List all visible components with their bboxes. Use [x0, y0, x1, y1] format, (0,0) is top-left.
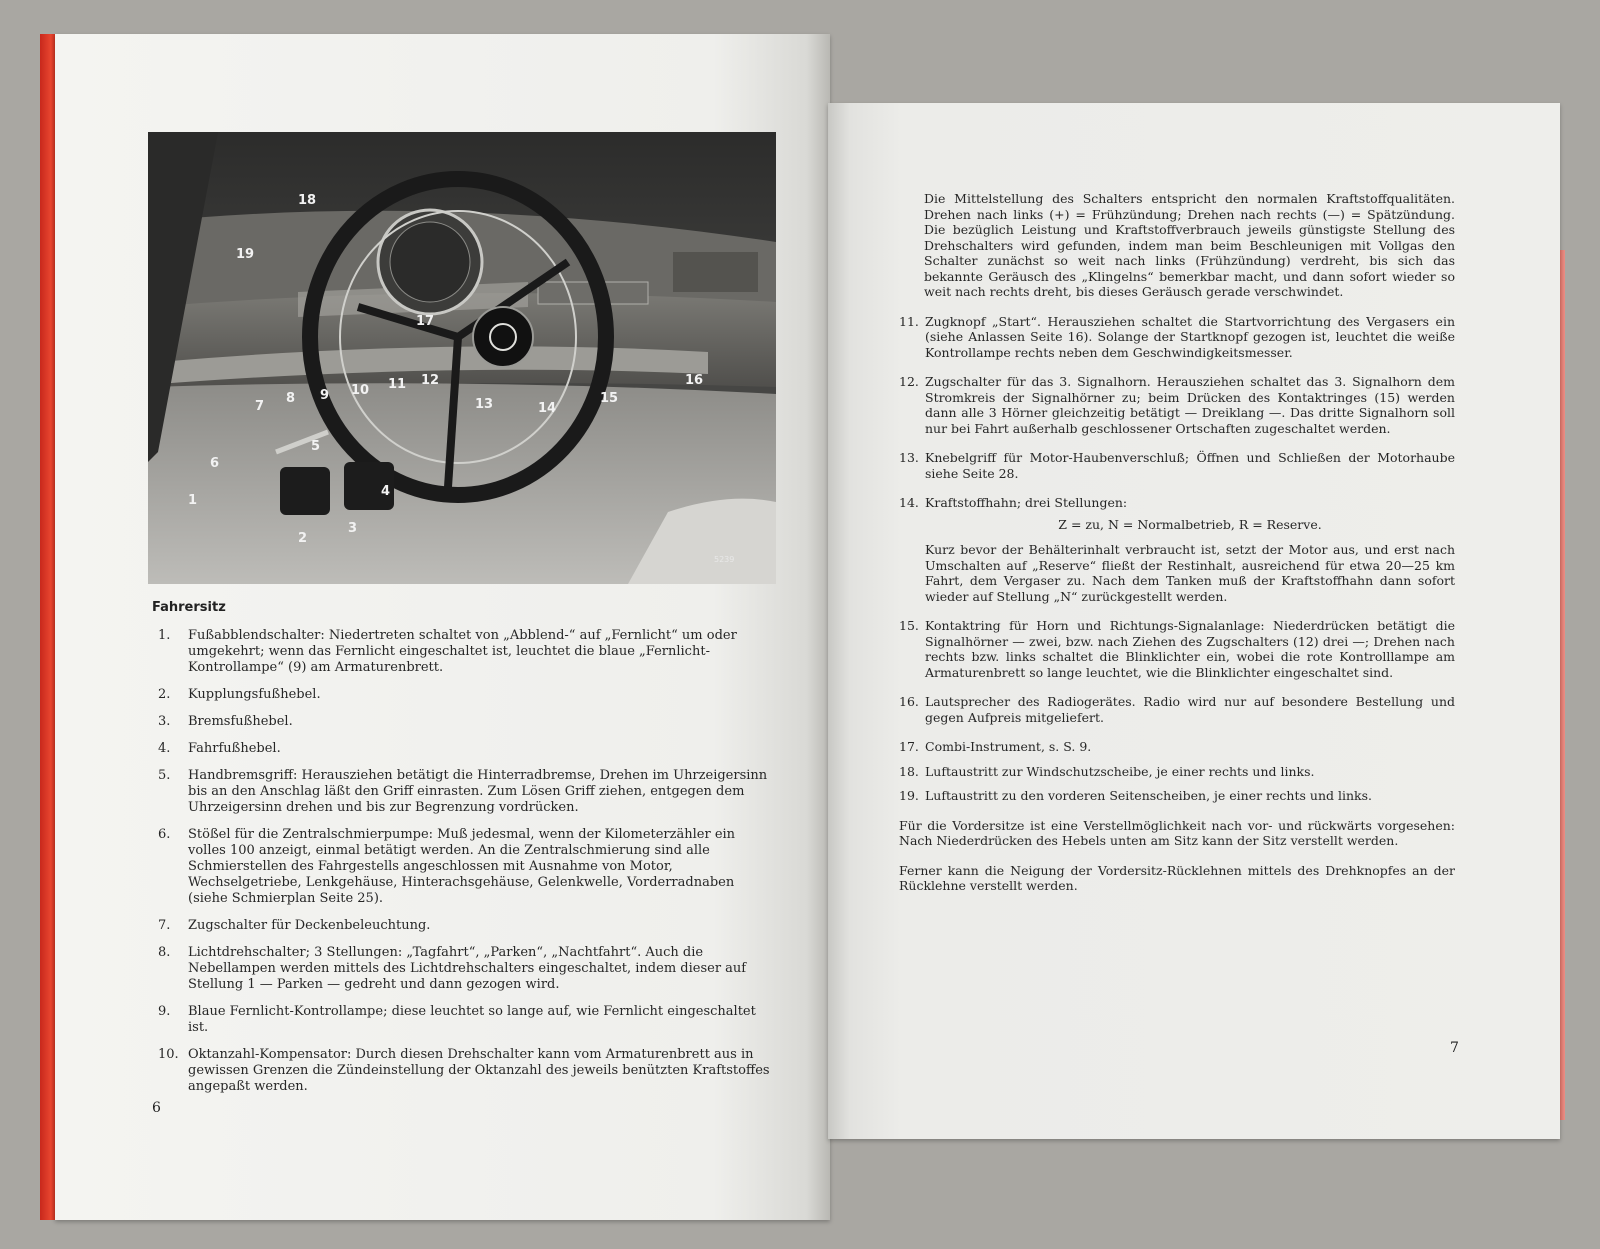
list-item	[158, 741, 776, 757]
item-text: Combi-Instrument, s. S. 9.	[925, 739, 1092, 754]
item-text: Zugschalter für Deckenbeleuchtung.	[188, 918, 431, 933]
item-text: Kontaktring für Horn und Richtungs-Signalanlage: Niederdrücken betätigt die Signalhörner — zwei, bzw. nach Ziehen des Zugschalters (12) drei —; Drehen nach rechts bzw. links schaltet die Blinklichter ein, wobei die rote Kontrolllampe am Armaturenbrett so lange leuchtet, wie die Blinklichter eingeschaltet sind.	[925, 618, 1455, 680]
list-item	[899, 739, 1455, 755]
pedal-clutch	[280, 467, 330, 515]
photo-code: 5239	[714, 555, 735, 564]
item-text: Blaue Fernlicht-Kontrollampe; diese leuchtet so lange auf, wie Fernlicht eingeschaltet ist.	[188, 1004, 756, 1035]
callout-4: 4	[381, 484, 391, 499]
callout-18: 18	[298, 193, 317, 208]
callout-9: 9	[320, 388, 330, 403]
item-text: Fußabblendschalter: Niedertreten schaltet von „Abblend-“ auf „Fernlicht“ um oder umgekehrt; wenn das Fernlicht eingeschaltet ist, leuchtet die blaue „Fernlicht-Kontrollampe“ (9) am Armaturenbrett.	[188, 628, 737, 675]
item-text: Luftaustritt zu den vorderen Seitenscheiben, je einer rechts und links.	[925, 788, 1372, 803]
item-text: Kraftstoffhahn; drei Stellungen:	[925, 495, 1128, 510]
item-number: 9.	[158, 1004, 171, 1019]
item-text: Handbremsgriff: Herausziehen betätigt die Hinterradbremse, Drehen im Uhrzeigersinn bis an den Anschlag läßt den Griff einrasten. Zum Lösen Griff ziehen, entgegen dem Uhrzeigersinn drehen und bis zur Begrenzung vordrücken.	[188, 768, 768, 815]
left-item-list	[158, 628, 776, 1106]
callout-2: 2	[298, 531, 308, 546]
list-item	[158, 918, 776, 934]
item-text: Fahrfußhebel.	[188, 741, 281, 756]
item-number: 4.	[158, 741, 171, 756]
page-number-left: 6	[152, 1100, 161, 1116]
list-item	[899, 694, 1455, 725]
speaker-grille	[673, 252, 758, 292]
list-item	[158, 1004, 776, 1036]
section-heading: Fahrersitz	[152, 600, 226, 615]
item-number: 16.	[899, 694, 919, 709]
fuel-tap-note: Kurz bevor der Behälterinhalt verbraucht ist, setzt der Motor aus, und erst nach Umschalten auf „Reserve“ fließt der Restinhalt, ausreichend für etwa 20—25 km Fahrt, dem Vergaser zu. Nach dem Tanken muß der Kraftstoffhahn dann sofort wieder auf Stellung „N“ zurückgestellt werden.	[925, 542, 1455, 604]
item-number: 2.	[158, 687, 171, 702]
list-item	[158, 768, 776, 816]
list-item	[158, 628, 776, 676]
item-number: 13.	[899, 450, 919, 465]
list-item	[899, 450, 1455, 481]
outro-paragraph-2: Ferner kann die Neigung der Vordersitz-Rücklehnen mittels des Drehknopfes an der Rücklehne verstellt werden.	[899, 862, 1455, 893]
speedometer-face	[390, 222, 470, 302]
fuel-tap-positions: Z = zu, N = Normalbetrieb, R = Reserve.	[1058, 516, 1322, 532]
item-text: Stößel für die Zentralschmierpumpe: Muß jedesmal, wenn der Kilometerzähler ein volles 100 anzeigt, einmal betätigt werden. An die Zentralschmierung sind alle Schmierstellen des Fahrgestells angeschlossen mit Ausnahme von Motor, Wechselgetriebe, Lenkgehäuse, Hinterachsgehäuse, Gelenkwelle, Vorderradnaben (siehe Schmierplan Seite 25).	[188, 827, 736, 906]
item-number: 15.	[899, 618, 919, 633]
outro-paragraph-1: Für die Vordersitze ist eine Verstellmöglichkeit nach vor- und rückwärts vorgesehen: Nach Niederdrücken des Hebels unten am Sitz kann der Sitz verstellt werden.	[899, 817, 1455, 848]
list-item	[158, 827, 776, 907]
item-text: Lautsprecher des Radiogerätes. Radio wird nur auf besondere Bestellung und gegen Aufpreis mitgeliefert.	[925, 694, 1455, 725]
item-text: Bremsfußhebel.	[188, 714, 293, 729]
item-number: 5.	[158, 768, 171, 783]
list-item	[899, 495, 1455, 511]
list-item	[899, 618, 1455, 680]
item-text: Zugknopf „Start“. Herausziehen schaltet die Startvorrichtung des Vergasers ein (siehe Anlassen Seite 16). Solange der Startknopf gezogen ist, leuchtet die weiße Kontrollampe rechts neben dem Geschwindigkeitsmesser.	[925, 313, 1455, 360]
item-number: 19.	[899, 788, 919, 803]
callout-15: 15	[600, 391, 619, 406]
item-number: 8.	[158, 945, 171, 960]
item-number: 6.	[158, 827, 171, 842]
list-item	[158, 945, 776, 993]
callout-19: 19	[236, 247, 255, 262]
callout-17: 17	[416, 314, 435, 329]
callout-1: 1	[188, 493, 198, 508]
item-number: 17.	[899, 739, 919, 754]
item-text: Oktanzahl-Kompensator: Durch diesen Drehschalter kann vom Armaturenbrett aus in gewissen Grenzen die Zündeinstellung der Oktanzahl des jeweils benützten Kraftstoffes angepaßt werden.	[188, 1047, 770, 1094]
list-item	[158, 1047, 776, 1095]
page-number-right: 7	[1450, 1040, 1459, 1056]
item-number: 3.	[158, 714, 171, 729]
callout-5: 5	[311, 439, 321, 454]
list-item	[899, 788, 1455, 804]
item-text: Zugschalter für das 3. Signalhorn. Herausziehen schaltet das 3. Signalhorn dem Stromkreis der Signalhörner zu; beim Drücken des Kontaktringes (15) werden dann alle 3 Hörner gleichzeitig betätigt — Dreiklang —. Das dritte Signalhorn soll nur bei Fahrt außerhalb geschlossener Ortschaften zugeschaltet werden.	[925, 374, 1455, 436]
item-number: 7.	[158, 918, 171, 933]
item-text: Knebelgriff für Motor-Haubenverschluß; Öffnen und Schließen der Motorhaube siehe Seite 28.	[925, 450, 1455, 481]
callout-13: 13	[475, 397, 494, 412]
callout-14: 14	[538, 401, 557, 416]
list-item	[899, 374, 1455, 436]
callout-12: 12	[421, 373, 440, 388]
item-number: 11.	[899, 313, 919, 329]
list-item	[158, 714, 776, 730]
item-text: Luftaustritt zur Windschutzscheibe, je einer rechts und links.	[925, 763, 1315, 779]
item-number: 18.	[899, 763, 919, 779]
dashboard-photo	[148, 132, 776, 584]
callout-3: 3	[348, 521, 358, 536]
dashboard-illustration	[148, 132, 776, 584]
intro-paragraph: Die Mittelstellung des Schalters entspricht den normalen Kraftstoffqualitäten. Drehen nach links (+) = Frühzündung; Drehen nach rechts (—) = Spätzündung. Die bezüglich Leistung und Kraftstoffverbrauch jeweils günstigste Stellung des Drehschalters wird gefunden, indem man beim Beschleunigen mit Vollgas den Schalter zunächst so weit nach links (Frühzündung) verdreht, bis sich das bekannte Geräusch des „Klingelns“ bemerkbar macht, und dann sofort wieder so weit nach rechts dreht, bis dieses Geräusch gerade verschwindet.	[924, 191, 1455, 299]
item-text: Lichtdrehschalter; 3 Stellungen: „Tagfahrt“, „Parken“, „Nachtfahrt“. Auch die Nebellampen werden mittels des Lichtdrehschalters eingeschaltet, indem dieser auf Stellung 1 — Parken — gedreht und dann gezogen wird.	[188, 945, 747, 992]
callout-16: 16	[685, 373, 704, 388]
item-number: 1.	[158, 628, 171, 643]
item-number: 12.	[899, 374, 919, 389]
list-item	[158, 687, 776, 703]
steering-hub	[473, 307, 533, 367]
callout-10: 10	[351, 383, 370, 398]
callout-8: 8	[286, 391, 296, 406]
callout-11: 11	[388, 377, 407, 392]
item-number: 14.	[899, 495, 919, 510]
callout-7: 7	[255, 399, 265, 414]
list-item	[899, 314, 1455, 361]
item-text: Kupplungsfußhebel.	[188, 687, 321, 702]
callout-6: 6	[210, 456, 220, 471]
right-text-column	[899, 191, 1455, 908]
list-item	[899, 764, 1455, 780]
item-number: 10.	[158, 1047, 179, 1062]
